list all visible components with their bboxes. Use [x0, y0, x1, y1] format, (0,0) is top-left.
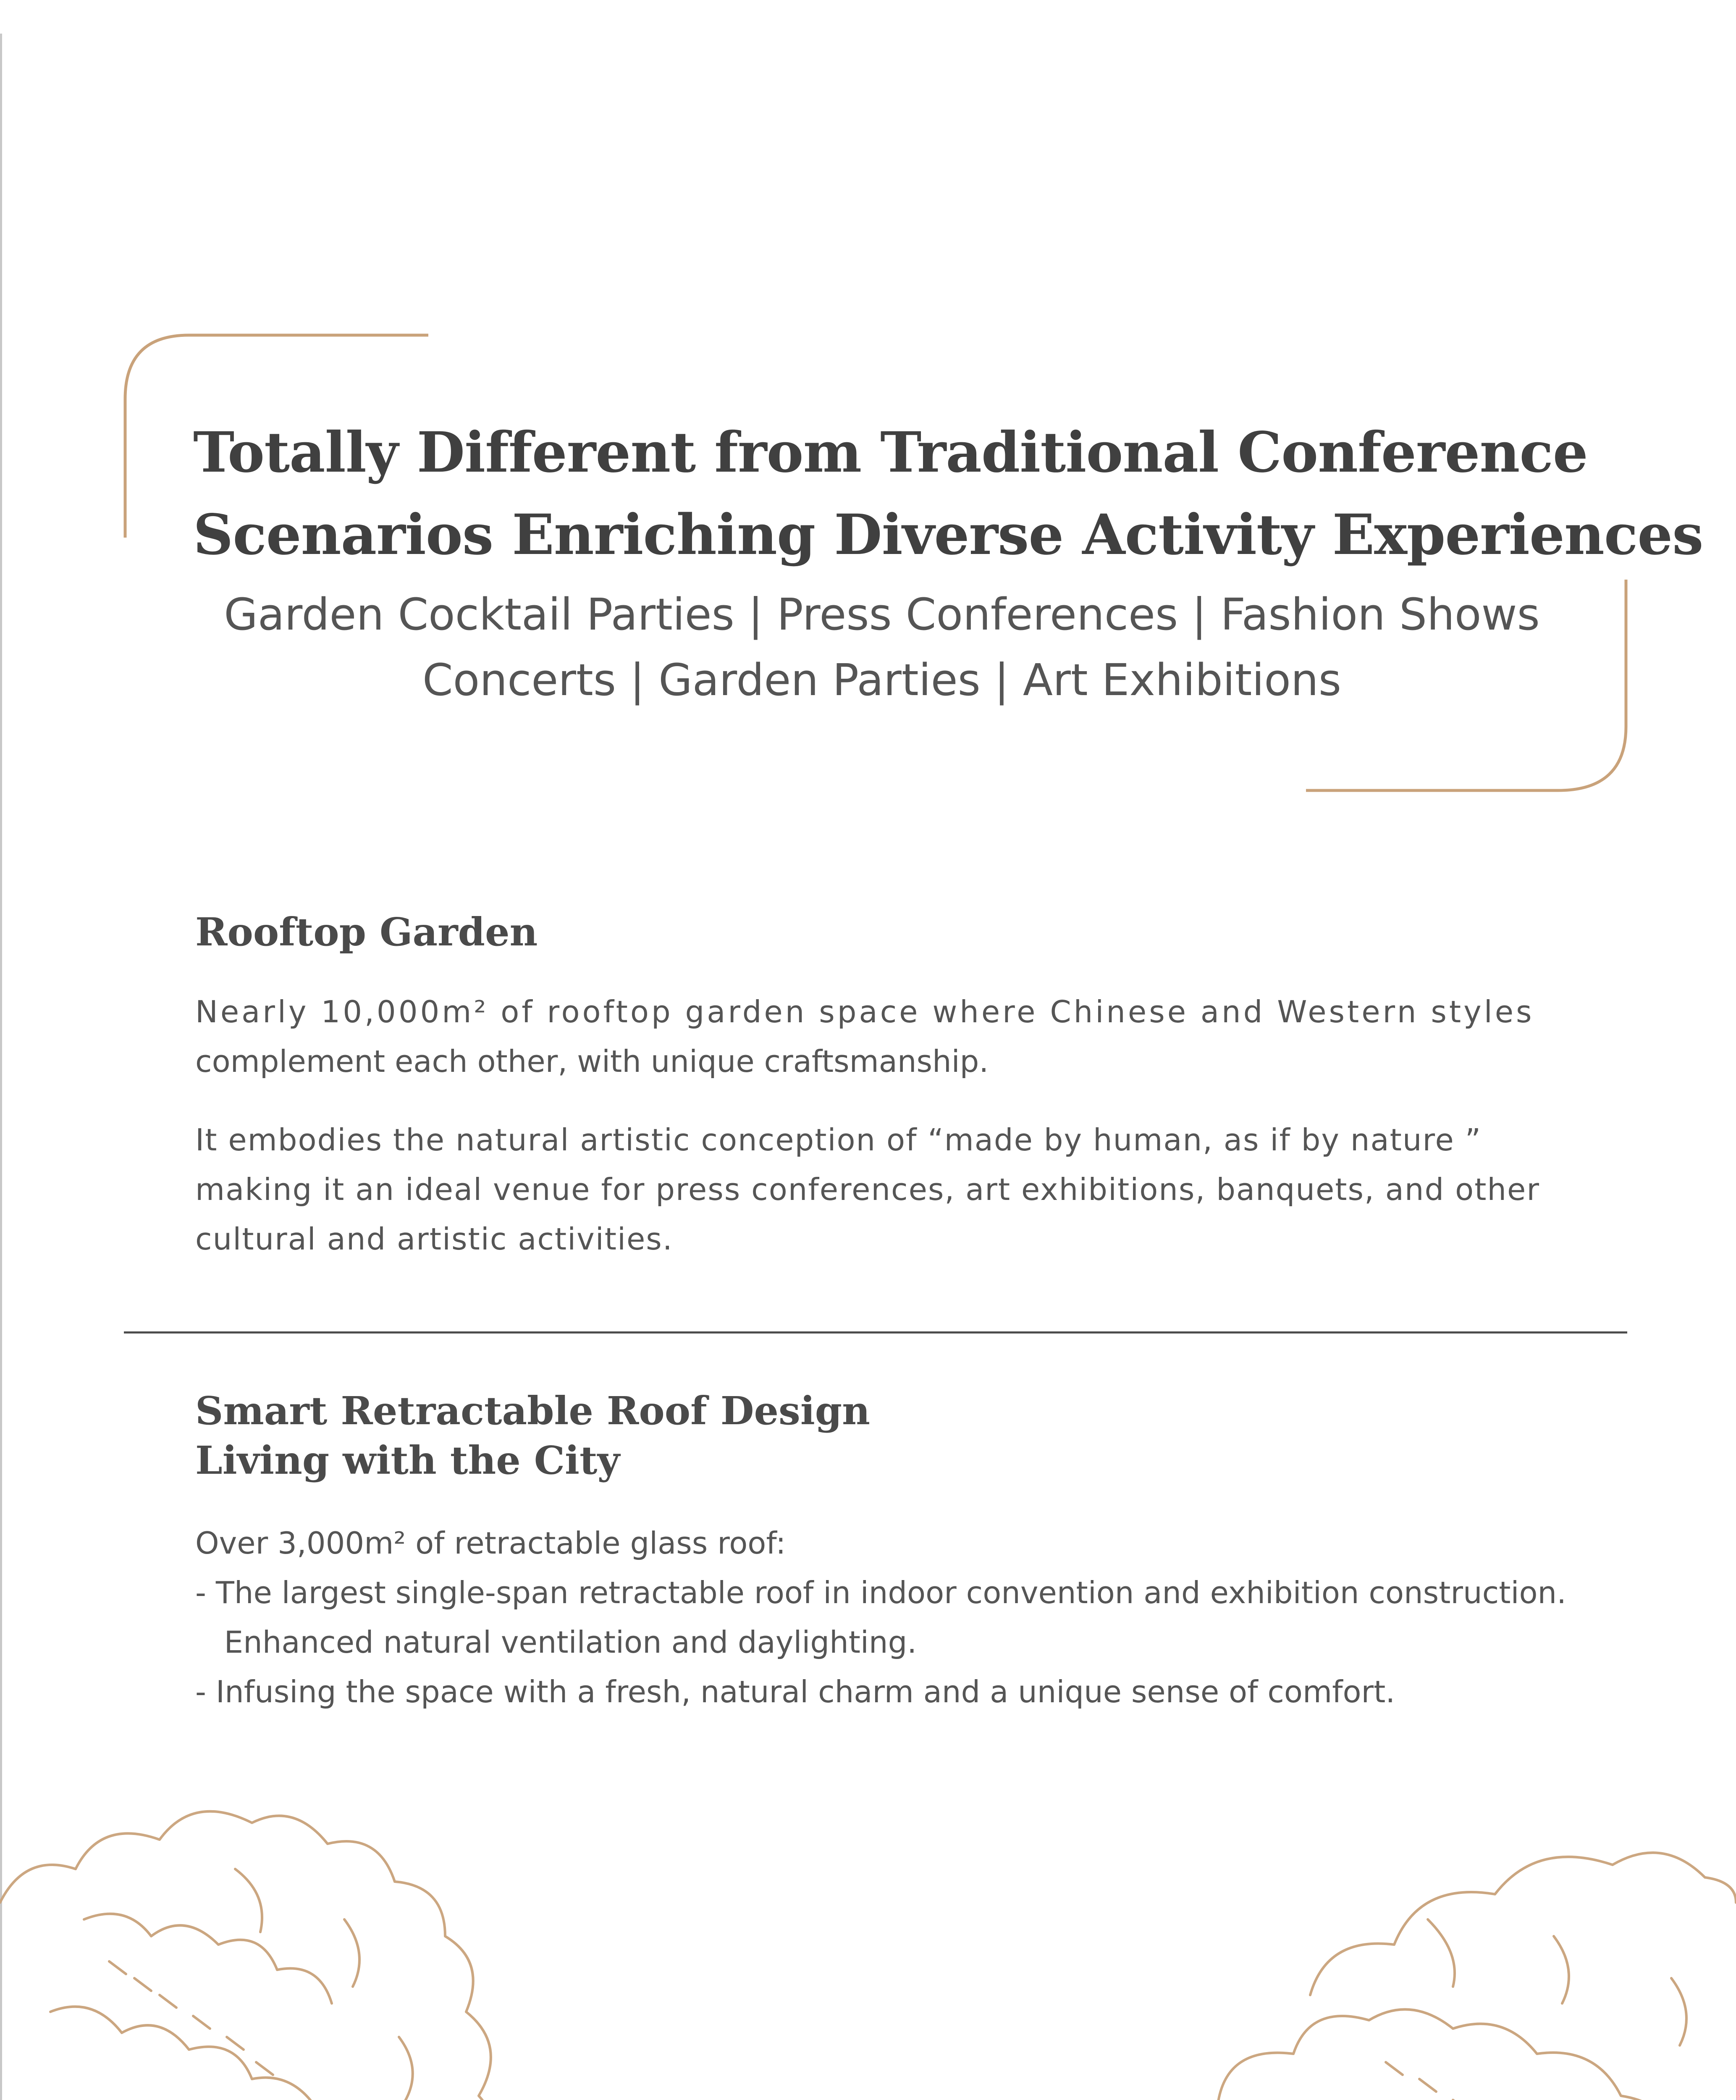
details-line: Enhanced natural ventilation and daylighting. [195, 1625, 917, 1660]
garden-pavilion-illustration [0, 1743, 1736, 2100]
event-types-line: Garden Cocktail Parties | Press Conferences | Fashion Shows [224, 589, 1540, 640]
paragraph-line: making it an ideal venue for press conferences, art exhibitions, banquets, and other [195, 1172, 1540, 1207]
rooftop-garden-heading: Rooftop Garden [195, 909, 538, 955]
page-title [193, 412, 1703, 576]
paragraph-line: cultural and artistic activities. [195, 1221, 673, 1257]
heading-line: Smart Retractable Roof Design [195, 1388, 870, 1433]
details-line: - Infusing the space with a fresh, natural charm and a unique sense of comfort. [195, 1674, 1395, 1709]
details-line: - The largest single-span retractable roof in indoor convention and exhibition construction. [195, 1575, 1567, 1610]
heading-line: Living with the City [195, 1438, 620, 1483]
rooftop-paragraph-2 [195, 1115, 1589, 1264]
retractable-roof-heading [195, 1386, 870, 1485]
event-types-line: Concerts | Garden Parties | Art Exhibitions [422, 654, 1342, 706]
rooftop-paragraph-1 [195, 987, 1589, 1086]
title-line: Totally Different from Traditional Conference [193, 420, 1588, 485]
event-types [126, 582, 1638, 713]
paragraph-line: It embodies the natural artistic conception of “made by human, as if by nature ” [195, 1122, 1482, 1158]
title-line: Scenarios Enriching Diverse Activity Experiences [193, 502, 1703, 567]
retractable-roof-details [195, 1518, 1589, 1717]
paragraph-line: Nearly 10,000m² of rooftop garden space where Chinese and Western styles [195, 994, 1534, 1029]
section-divider [124, 1331, 1627, 1334]
details-line: Over 3,000m² of retractable glass roof: [195, 1525, 786, 1561]
paragraph-line: complement each other, with unique craftsmanship. [195, 1044, 989, 1079]
